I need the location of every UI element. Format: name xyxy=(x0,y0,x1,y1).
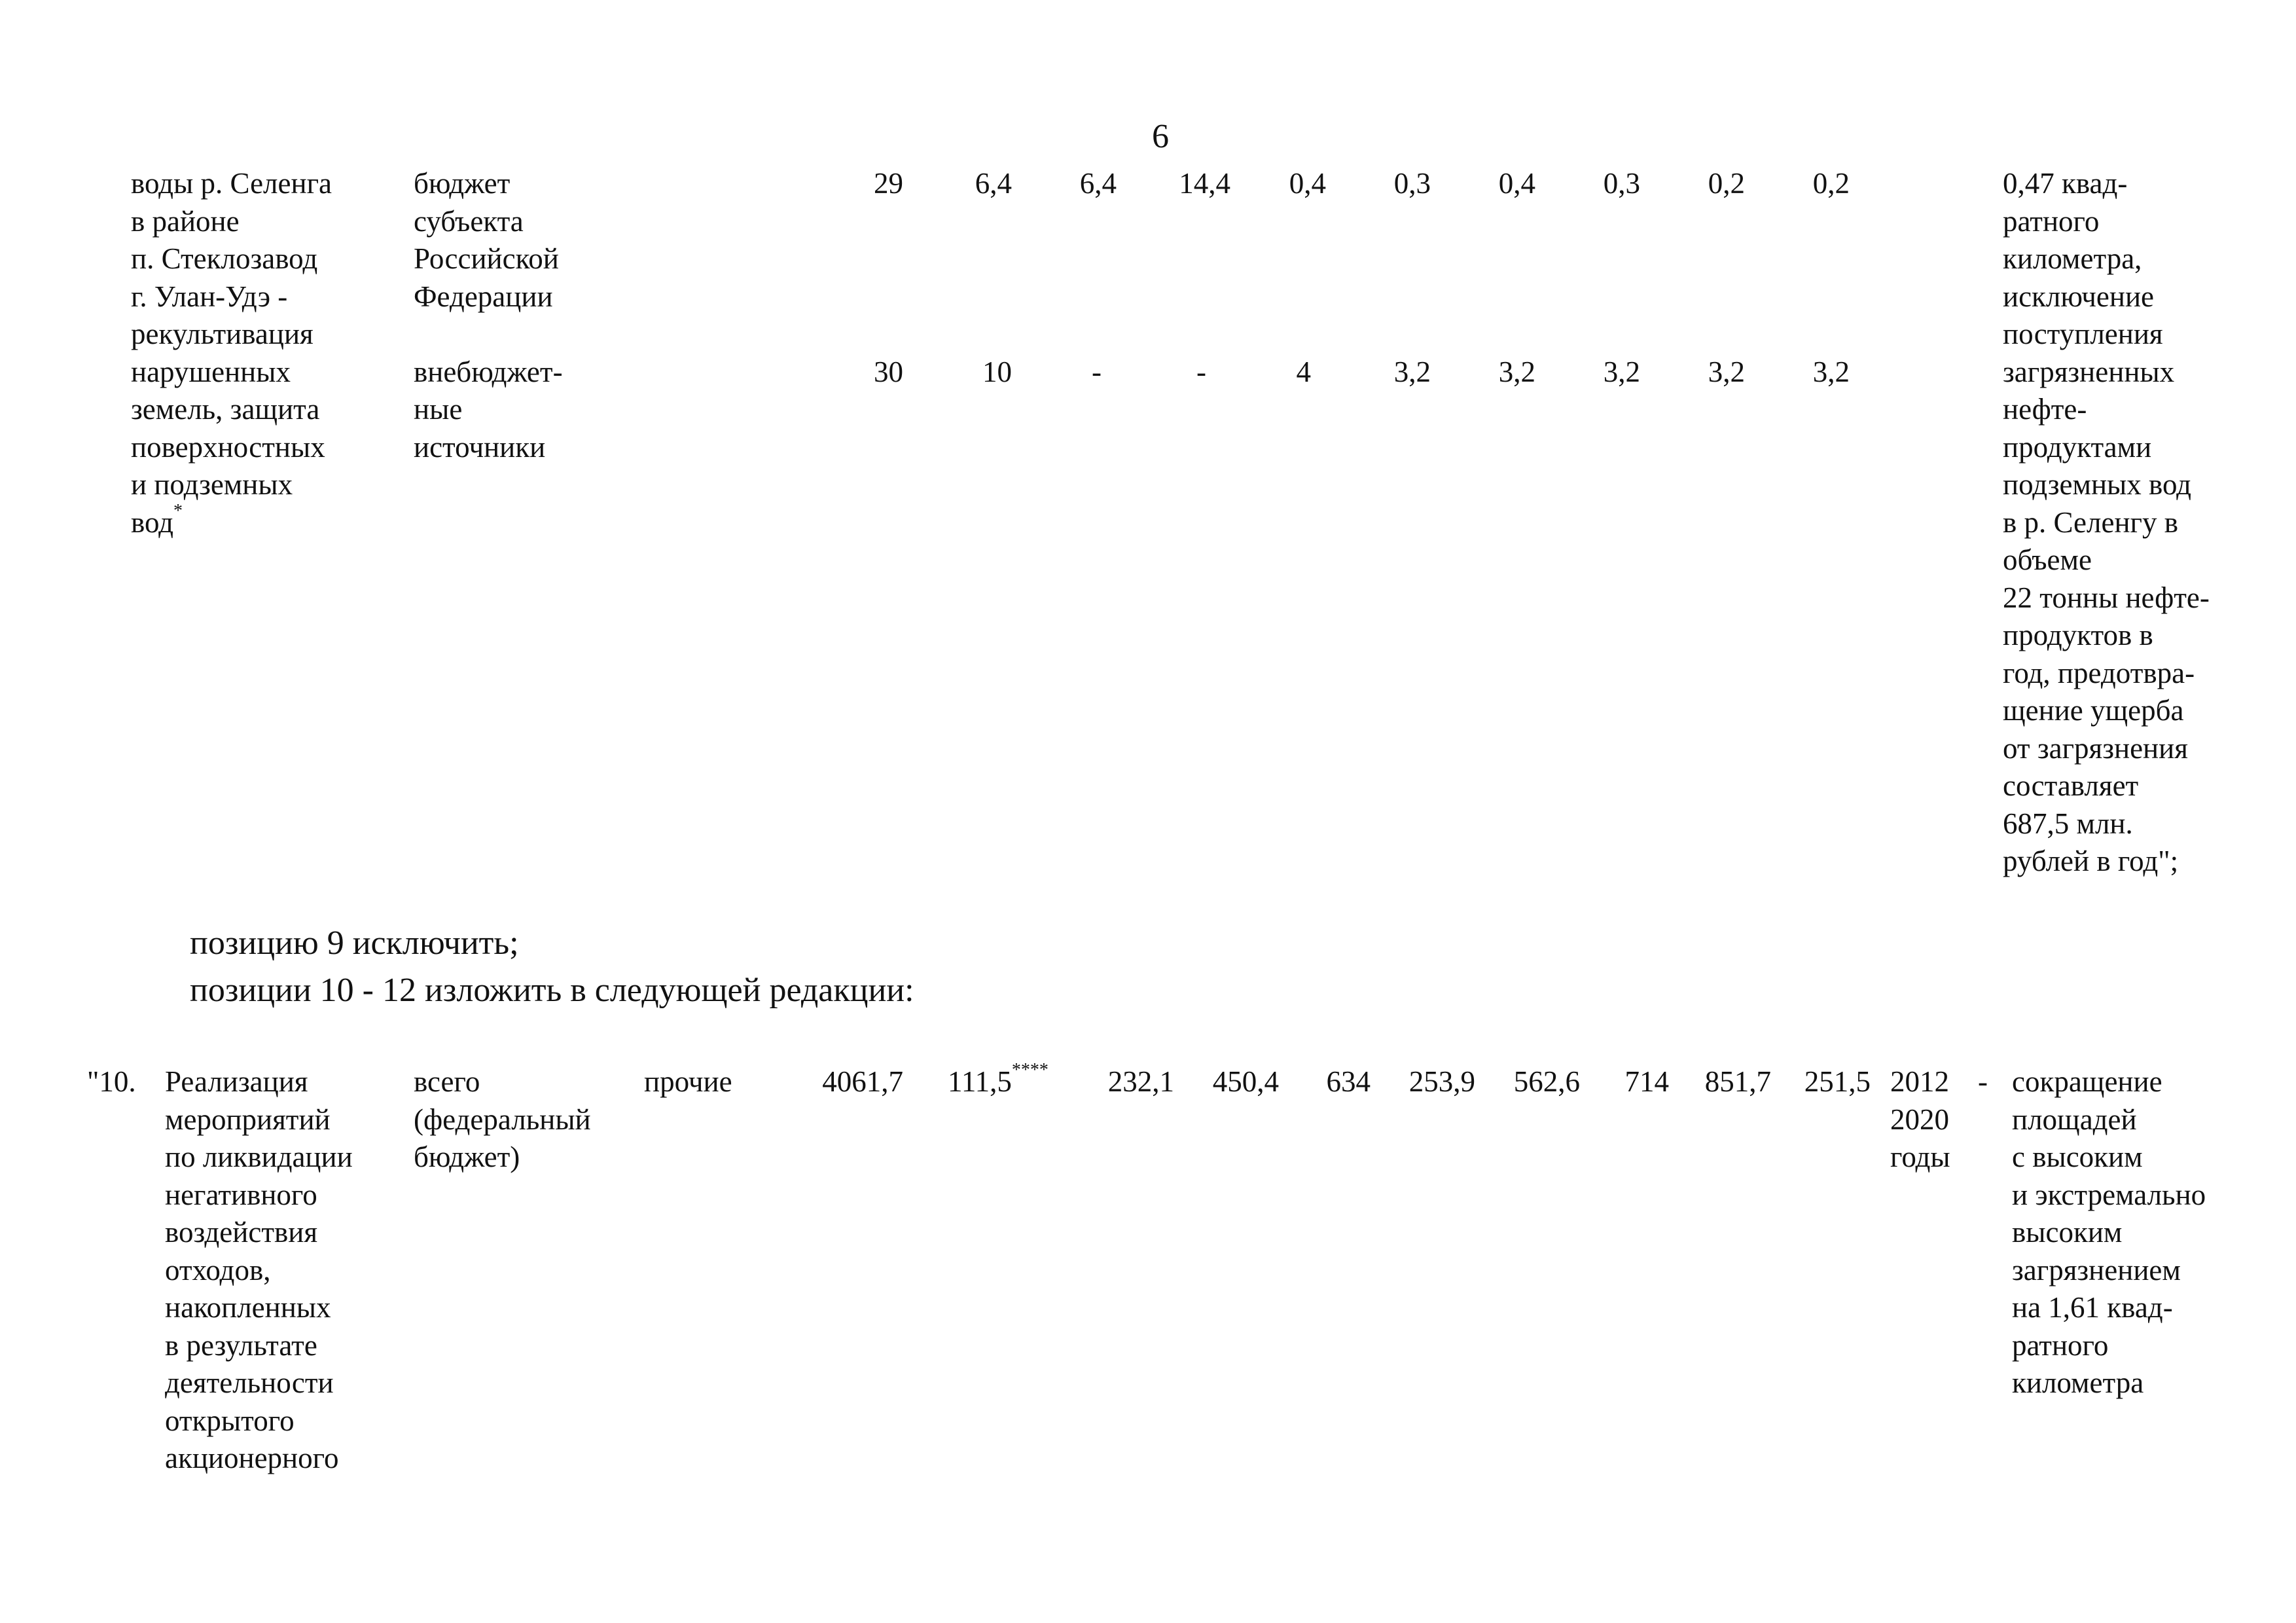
value-cell: 3,2 xyxy=(1708,355,1745,388)
name-line: Реализация xyxy=(165,1065,308,1098)
value-cell: 253,9 xyxy=(1408,1065,1475,1098)
result-line: рублей в год"; xyxy=(2003,845,2179,877)
period-line: 2020 xyxy=(1890,1103,1949,1136)
value-cell: - xyxy=(1196,355,1206,388)
result-line: щение ущерба xyxy=(2003,694,2184,727)
value-cell: 0,4 xyxy=(1289,167,1326,200)
value-cell: 0,2 xyxy=(1812,167,1850,200)
period-dash: - xyxy=(1978,1065,1988,1098)
name-line: в районе xyxy=(131,204,240,238)
instruction-restate: позиции 10 - 12 изложить в следующей редакции: xyxy=(190,972,914,1009)
name-line: г. Улан-Удэ - xyxy=(131,280,288,313)
name-line: поверхностных xyxy=(131,430,325,464)
footnote-mark: **** xyxy=(1011,1060,1049,1080)
name-line: п. Стеклозавод xyxy=(131,242,318,275)
value-cell: 4 xyxy=(1296,355,1311,388)
value-cell: 6,4 xyxy=(975,167,1012,200)
value-cell: 3,2 xyxy=(1603,355,1640,388)
source-line: бюджет xyxy=(414,167,511,200)
result-line: и экстремально xyxy=(2012,1178,2206,1211)
source-line: субъекта xyxy=(414,204,524,238)
category-cell: прочие xyxy=(644,1065,732,1098)
value-cell: 6,4 xyxy=(1079,167,1117,200)
value-cell: 30 xyxy=(874,355,903,388)
result-line: продуктами xyxy=(2003,430,2152,464)
result-line: 22 тонны нефте- xyxy=(2003,581,2210,614)
value-cell: 4061,7 xyxy=(822,1065,903,1098)
value-cell: 29 xyxy=(874,167,903,200)
value-cell: 251,5 xyxy=(1804,1065,1871,1098)
source-line: источники xyxy=(414,430,546,464)
value-cell: 562,6 xyxy=(1513,1065,1580,1098)
position-number: "10. xyxy=(87,1065,136,1098)
name-line: открытого xyxy=(165,1404,295,1437)
name-line: акционерного xyxy=(165,1442,339,1474)
source-line: внебюджет- xyxy=(414,355,563,388)
result-line: высоким xyxy=(2012,1216,2123,1249)
source-line: бюджет) xyxy=(414,1140,520,1173)
name-line: мероприятий xyxy=(165,1103,331,1136)
name-line: земель, защита xyxy=(131,393,320,426)
result-line: нефте- xyxy=(2003,393,2087,426)
name-line: воды р. Селенга xyxy=(131,167,332,200)
page-number: 6 xyxy=(1152,118,1169,155)
value-cell: 3,2 xyxy=(1393,355,1431,388)
value-cell: 714 xyxy=(1624,1065,1669,1098)
value-cell: 0,2 xyxy=(1708,167,1745,200)
value-cell: 0,4 xyxy=(1498,167,1535,200)
result-line: продуктов в xyxy=(2003,619,2153,651)
value-cell: 232,1 xyxy=(1107,1065,1174,1098)
result-line: загрязненных xyxy=(2003,355,2175,388)
source-line: Российской xyxy=(414,242,559,275)
name-line: вод* xyxy=(131,500,183,539)
result-line: ратного xyxy=(2003,204,2100,238)
result-line: площадей xyxy=(2012,1103,2137,1136)
value-cell: 0,3 xyxy=(1603,167,1640,200)
value-cell: 0,3 xyxy=(1393,167,1431,200)
value-cell: 3,2 xyxy=(1498,355,1535,388)
result-line: загрязнением xyxy=(2012,1253,2181,1286)
result-line: от загрязнения xyxy=(2003,731,2188,765)
value-cell: 634 xyxy=(1326,1065,1371,1098)
result-line: исключение xyxy=(2003,280,2155,313)
source-line: ные xyxy=(414,393,463,426)
instruction-exclude: позицию 9 исключить; xyxy=(190,924,519,962)
name-line: рекультивация xyxy=(131,318,314,350)
result-line: с высоким xyxy=(2012,1140,2143,1173)
name-line: по ликвидации xyxy=(165,1140,353,1173)
value-cell: 450,4 xyxy=(1212,1065,1279,1098)
period-line: годы xyxy=(1890,1140,1950,1173)
result-line: подземных вод xyxy=(2003,468,2192,501)
value-cell: 851,7 xyxy=(1704,1065,1771,1098)
name-line: негативного xyxy=(165,1178,317,1211)
name-line: воздействия xyxy=(165,1216,318,1249)
name-line: и подземных xyxy=(131,468,293,501)
name-line: деятельности xyxy=(165,1366,334,1399)
result-line: ратного xyxy=(2012,1328,2109,1362)
value-cell: 10 xyxy=(982,355,1012,388)
value-cell: 111,5**** xyxy=(948,1060,1049,1098)
source-line: (федеральный xyxy=(414,1103,591,1136)
result-line: в р. Селенгу в xyxy=(2003,505,2179,539)
source-line: всего xyxy=(414,1065,480,1098)
result-line: 687,5 млн. xyxy=(2003,807,2133,840)
source-line: Федерации xyxy=(414,280,553,313)
name-line: нарушенных xyxy=(131,355,291,388)
name-line: накопленных xyxy=(165,1291,331,1324)
result-line: поступления xyxy=(2003,318,2163,350)
value-cell: - xyxy=(1092,355,1102,388)
period-line: 2012 xyxy=(1890,1065,1949,1098)
result-line: километра, xyxy=(2003,242,2142,275)
result-line: километра xyxy=(2012,1366,2144,1399)
value-cell: 3,2 xyxy=(1812,355,1850,388)
result-line: сокращение xyxy=(2012,1065,2162,1098)
result-line: 0,47 квад- xyxy=(2003,167,2128,200)
name-line: в результате xyxy=(165,1328,317,1362)
name-line: отходов, xyxy=(165,1253,271,1286)
footnote-mark: * xyxy=(173,500,183,521)
result-line: составляет xyxy=(2003,769,2139,802)
result-line: объеме xyxy=(2003,543,2092,576)
value-cell: 14,4 xyxy=(1179,167,1230,200)
result-line: на 1,61 квад- xyxy=(2012,1291,2173,1324)
result-line: год, предотвра- xyxy=(2003,656,2195,689)
